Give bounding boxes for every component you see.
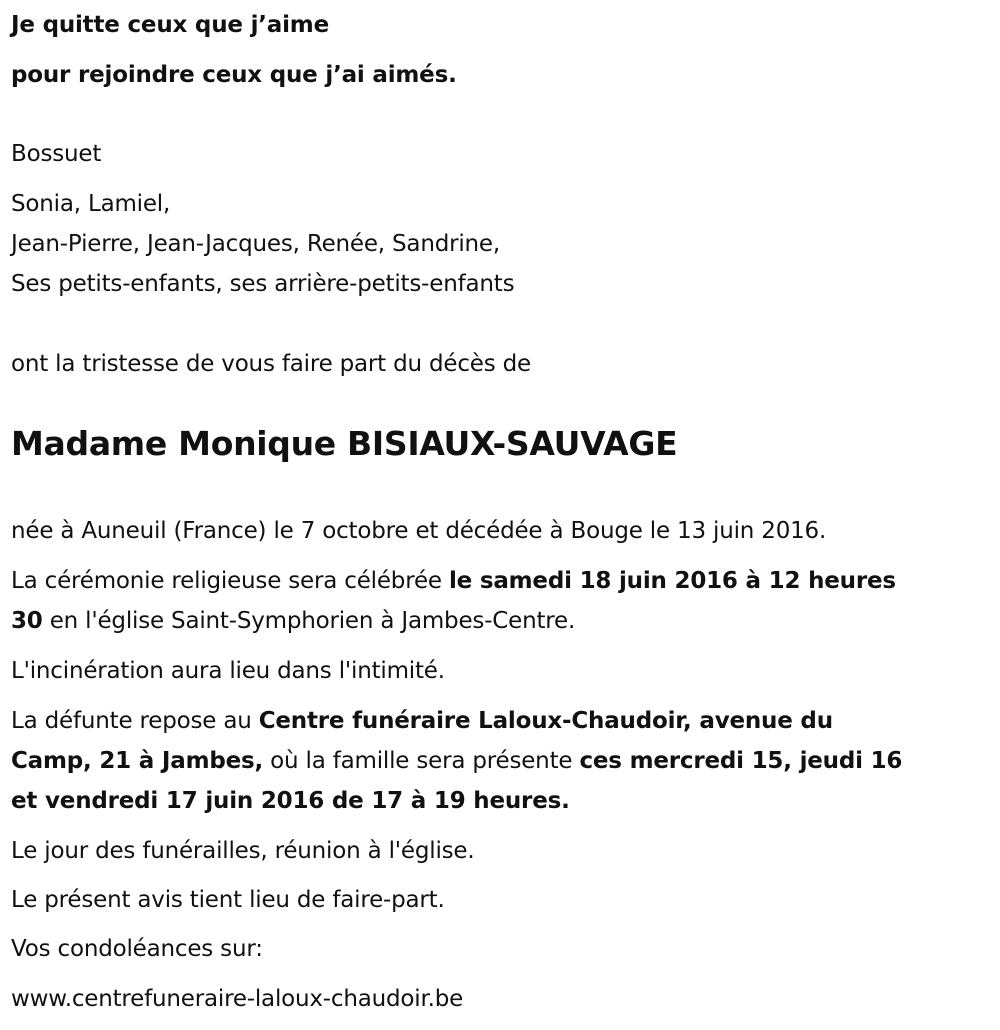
website-link[interactable]: www.centrefuneraire-laloux-chaudoir.be [11,986,464,1012]
visitation-middle: où la famille sera présente [263,748,580,774]
visitation-line-2 [11,746,902,776]
quote-line-2: pour rejoindre ceux que j’ai aimés. [11,62,457,88]
quote-line-1: Je quitte ceux que j’aime [11,12,329,38]
ceremony-line-1 [11,566,896,596]
visitation-line-1 [11,706,833,736]
visitation-place-2: Camp, 21 à Jambes, [11,748,264,774]
condolences-label: Vos condoléances sur: [11,936,263,962]
visitation-dates-2: et vendredi 17 juin 2016 de 17 à 19 heures. [11,788,570,814]
quote-author: Bossuet [11,141,102,167]
ceremony-location: en l'église Saint-Symphorien à Jambes-Centre. [42,608,576,634]
visitation-line-3 [11,786,570,816]
ceremony-date: le samedi 18 juin 2016 à 12 heures [448,568,896,594]
visitation-prefix: La défunte repose au [11,708,259,734]
family-line-1: Sonia, Lamiel, [11,191,171,217]
meeting-info: Le jour des funérailles, réunion à l'église. [11,838,475,864]
ceremony-prefix: La cérémonie religieuse sera célébrée [11,568,449,594]
notice-info: Le présent avis tient lieu de faire-part. [11,887,445,913]
ceremony-line-2 [11,606,575,636]
announcement: ont la tristesse de vous faire part du décès de [11,351,531,377]
visitation-dates-1: ces mercredi 15, jeudi 16 [579,748,903,774]
family-line-2: Jean-Pierre, Jean-Jacques, Renée, Sandrine, [11,231,500,257]
birth-death-info: née à Auneuil (France) le 7 octobre et décédée à Bouge le 13 juin 2016. [11,518,827,544]
visitation-place-1: Centre funéraire Laloux-Chaudoir, avenue du [258,708,833,734]
cremation-info: L'incinération aura lieu dans l'intimité. [11,658,445,684]
family-line-3: Ses petits-enfants, ses arrière-petits-enfants [11,271,515,297]
ceremony-minutes: 30 [11,608,43,634]
deceased-name: Madame Monique BISIAUX-SAUVAGE [11,424,678,463]
